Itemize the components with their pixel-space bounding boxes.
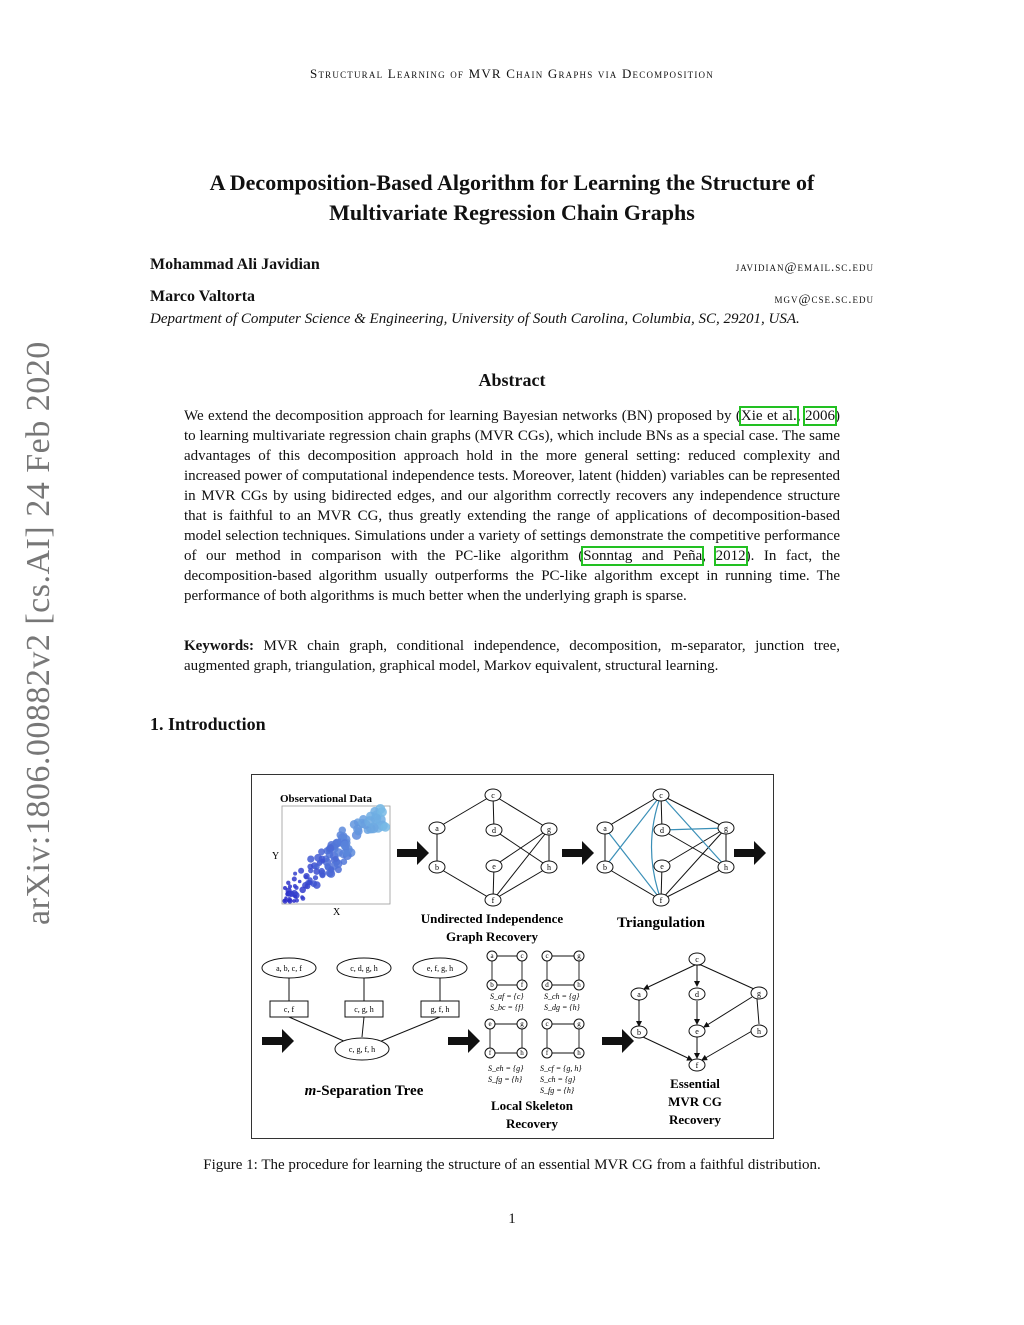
svg-text:c: c	[659, 791, 663, 800]
svg-text:c: c	[545, 1020, 549, 1028]
svg-text:f: f	[545, 1049, 549, 1057]
svg-text:S_bc = {f}: S_bc = {f}	[490, 1003, 524, 1012]
citation-link-2012[interactable]: 2012	[715, 548, 746, 564]
svg-text:g: g	[757, 989, 761, 998]
svg-text:c: c	[545, 952, 549, 960]
svg-text:d: d	[695, 990, 699, 999]
abstract-text-3: ). In fact, the decomposition-based algorithm usually outperforms the PC-like algorithm except in running time. The performance of both algorithms is much better when the underlying graph is sparse.	[184, 548, 841, 604]
svg-text:c: c	[520, 952, 524, 960]
svg-text:f: f	[659, 896, 663, 905]
svg-text:h: h	[577, 1049, 581, 1057]
scatter-point	[328, 866, 334, 872]
svg-text:S_fg = {h}: S_fg = {h}	[540, 1086, 575, 1095]
scatter-point	[287, 898, 292, 903]
abstract-heading: Abstract	[478, 370, 546, 390]
section-heading: 1. Introduction	[150, 714, 266, 734]
title-line-2: Multivariate Regression Chain Graphs	[329, 200, 695, 225]
svg-text:a: a	[435, 824, 439, 833]
svg-text:c, f: c, f	[283, 1005, 295, 1014]
svg-text:S_eh = {g}: S_eh = {g}	[488, 1064, 524, 1073]
abstract-text-1: We extend the decomposition approach for learning Bayesian networks (BN) proposed by (	[184, 408, 741, 424]
svg-text:f: f	[488, 1049, 492, 1057]
scatter-point	[381, 822, 390, 831]
svg-text:g: g	[547, 825, 551, 834]
svg-text:f: f	[695, 1061, 699, 1070]
svg-text:a: a	[603, 824, 607, 833]
svg-text:S_dg = {h}: S_dg = {h}	[544, 1003, 580, 1012]
svg-text:S_ch = {g}: S_ch = {g}	[540, 1075, 576, 1084]
axis-x-label: X	[333, 907, 341, 918]
scatter-point	[300, 895, 304, 899]
scatter-point	[293, 872, 297, 876]
svg-text:d: d	[545, 981, 549, 989]
svg-text:h: h	[724, 863, 728, 872]
scatter-point	[334, 848, 343, 857]
scatter-point	[286, 881, 290, 885]
undirected-label-line1: Undirected Independence	[420, 911, 564, 926]
msep-tree-nodes	[262, 958, 467, 1060]
running-head: Structural Learning of MVR Chain Graphs via Decomposition	[310, 66, 714, 81]
scatter-point	[318, 848, 325, 855]
arrow-right-icon	[397, 841, 429, 865]
essential-label-line1: Essential	[670, 1076, 720, 1091]
scatter-point	[364, 816, 375, 827]
svg-text:S_fg = {h}: S_fg = {h}	[488, 1075, 523, 1084]
keywords	[184, 636, 840, 676]
svg-text:h: h	[577, 981, 581, 989]
local-skeleton-label-line1: Local Skeleton	[491, 1098, 573, 1113]
triangulation-graph-nodes	[597, 789, 734, 906]
svg-text:a: a	[637, 990, 641, 999]
citation-link-xie[interactable]: Xie et al.	[740, 408, 797, 424]
svg-text:e: e	[492, 862, 496, 871]
author-name-1: Mohammad Ali Javidian	[150, 256, 320, 273]
svg-text:b: b	[637, 1028, 641, 1037]
abstract-body	[184, 406, 840, 606]
essential-graph-nodes	[631, 953, 767, 1071]
arrow-right-icon	[562, 841, 594, 865]
author-name-2: Marco Valtorta	[150, 288, 256, 305]
scatter-point	[307, 880, 312, 885]
citation-link-2006[interactable]: 2006	[805, 408, 835, 424]
svg-text:b: b	[490, 981, 494, 989]
svg-text:f: f	[520, 981, 524, 989]
scatter-point	[307, 856, 314, 863]
svg-text:g: g	[724, 824, 728, 833]
scatter-point	[339, 827, 346, 834]
author-email-1[interactable]: javidian@email.sc.edu	[735, 259, 874, 274]
svg-text:b: b	[435, 863, 439, 872]
citation-sep: ,	[796, 408, 805, 424]
svg-text:f: f	[491, 896, 495, 905]
svg-text:h: h	[520, 1049, 524, 1057]
scatter-point	[288, 891, 294, 897]
svg-text:c, g, f, h: c, g, f, h	[348, 1045, 376, 1054]
scatter-point	[341, 841, 350, 850]
svg-text:g: g	[577, 952, 581, 960]
arxiv-identifier[interactable]: arXiv:1806.00882v2 [cs.AI] 24 Feb 2020	[20, 341, 57, 925]
scatter-point	[298, 868, 304, 874]
figure-1	[251, 774, 774, 1139]
author-email-2[interactable]: mgv@cse.sc.edu	[774, 291, 874, 306]
affiliation: Department of Computer Science & Engineering, University of South Carolina, Columbia, SC, 29201, USA.	[150, 311, 800, 327]
paper-title	[150, 168, 874, 228]
scatter-point	[320, 859, 325, 864]
svg-text:h: h	[547, 863, 551, 872]
svg-text:a, b, c, f: a, b, c, f	[276, 964, 302, 973]
msep-tree-label: m-Separation Tree	[304, 1083, 424, 1099]
triangulation-label: Triangulation	[616, 915, 706, 931]
scatter-point	[343, 850, 350, 857]
triangulation-added-edges	[605, 795, 726, 900]
scatter-point	[307, 864, 313, 870]
svg-text:c: c	[695, 955, 699, 964]
svg-text:g: g	[577, 1020, 581, 1028]
page-number: 1	[508, 1211, 516, 1227]
abstract-text-2: ) to learning multivariate regression chain graphs (MVR CGs), which include BNs as a special case. The same advantages of this decomposition approach hold in the more general setting: reduced complexity and increased power of computational independence tests. Moreover, latent (hidden) variables can be represented in MVR CGs by using bidirected edges, and our algorithm correctly recovers any independence structure that is faithful to an MVR CG, thus greatly extending the range of applications of decomposition-based model selection techniques. Simulations under a variety of settings demonstrate the competitive performance of our method in comparison with the PC-like algorithm (	[184, 408, 840, 564]
svg-text:e: e	[695, 1027, 699, 1036]
keywords-label: Keywords:	[184, 638, 254, 654]
scatter-point	[292, 899, 296, 903]
svg-text:h: h	[757, 1027, 761, 1036]
scatter-point	[294, 886, 298, 890]
citation-sep: ,	[702, 548, 716, 564]
svg-text:c, d, g, h: c, d, g, h	[350, 964, 378, 973]
svg-text:d: d	[660, 826, 664, 835]
svg-text:b: b	[603, 863, 607, 872]
caption-text: The procedure for learning the structure of an essential MVR CG from a faithful distribution.	[261, 1157, 821, 1173]
arrow-right-icon	[734, 841, 766, 865]
arrow-right-icon	[602, 1029, 634, 1053]
essential-graph-edges	[639, 965, 759, 1060]
svg-text:g, f, h: g, f, h	[430, 1005, 450, 1014]
scatter-point	[313, 875, 318, 880]
svg-text:c: c	[491, 791, 495, 800]
caption-label: Figure 1:	[203, 1157, 258, 1173]
scatter-point	[326, 844, 334, 852]
citation-link-sonntag[interactable]: Sonntag and Peña	[583, 548, 703, 564]
svg-text:e: e	[660, 862, 664, 871]
scatter-point	[283, 899, 286, 902]
scatter-point	[292, 877, 297, 882]
svg-text:S_af = {c}: S_af = {c}	[490, 992, 524, 1001]
undirected-graph-edges	[437, 795, 549, 900]
keywords-text: MVR chain graph, conditional independence, decomposition, m-separator, junction tree, augmented graph, triangulation, graphical model, Markov equivalent, structural learning.	[184, 638, 840, 674]
svg-text:d: d	[492, 826, 496, 835]
undirected-label-line2: Graph Recovery	[445, 929, 539, 944]
svg-text:S_cf = {g, h}: S_cf = {g, h}	[540, 1064, 582, 1073]
arrow-right-icon	[448, 1029, 480, 1053]
scatter-point	[283, 886, 287, 890]
figure-caption	[0, 1157, 1024, 1174]
local-skeleton-label-line2: Recovery	[506, 1116, 558, 1131]
scatter-point	[350, 820, 359, 829]
svg-text:S_ch = {g}: S_ch = {g}	[544, 992, 580, 1001]
svg-text:e, f, g, h: e, f, g, h	[426, 964, 454, 973]
arrow-right-icon	[262, 1029, 294, 1053]
svg-text:c, g, h: c, g, h	[354, 1005, 374, 1014]
observational-data-label: Observational Data	[280, 793, 372, 805]
title-line-1: A Decomposition-Based Algorithm for Learning the Structure of	[209, 170, 815, 195]
figure-svg	[252, 775, 773, 1138]
svg-text:e: e	[488, 1020, 492, 1028]
sepset-labels	[488, 992, 582, 1095]
essential-label-line2: MVR CG	[668, 1094, 722, 1109]
svg-text:a: a	[490, 952, 494, 960]
scatter-point	[298, 880, 302, 884]
svg-text:g: g	[520, 1020, 524, 1028]
scatter-point	[313, 868, 320, 875]
essential-label-line3: Recovery	[669, 1112, 721, 1127]
axis-y-label: Y	[272, 851, 280, 862]
